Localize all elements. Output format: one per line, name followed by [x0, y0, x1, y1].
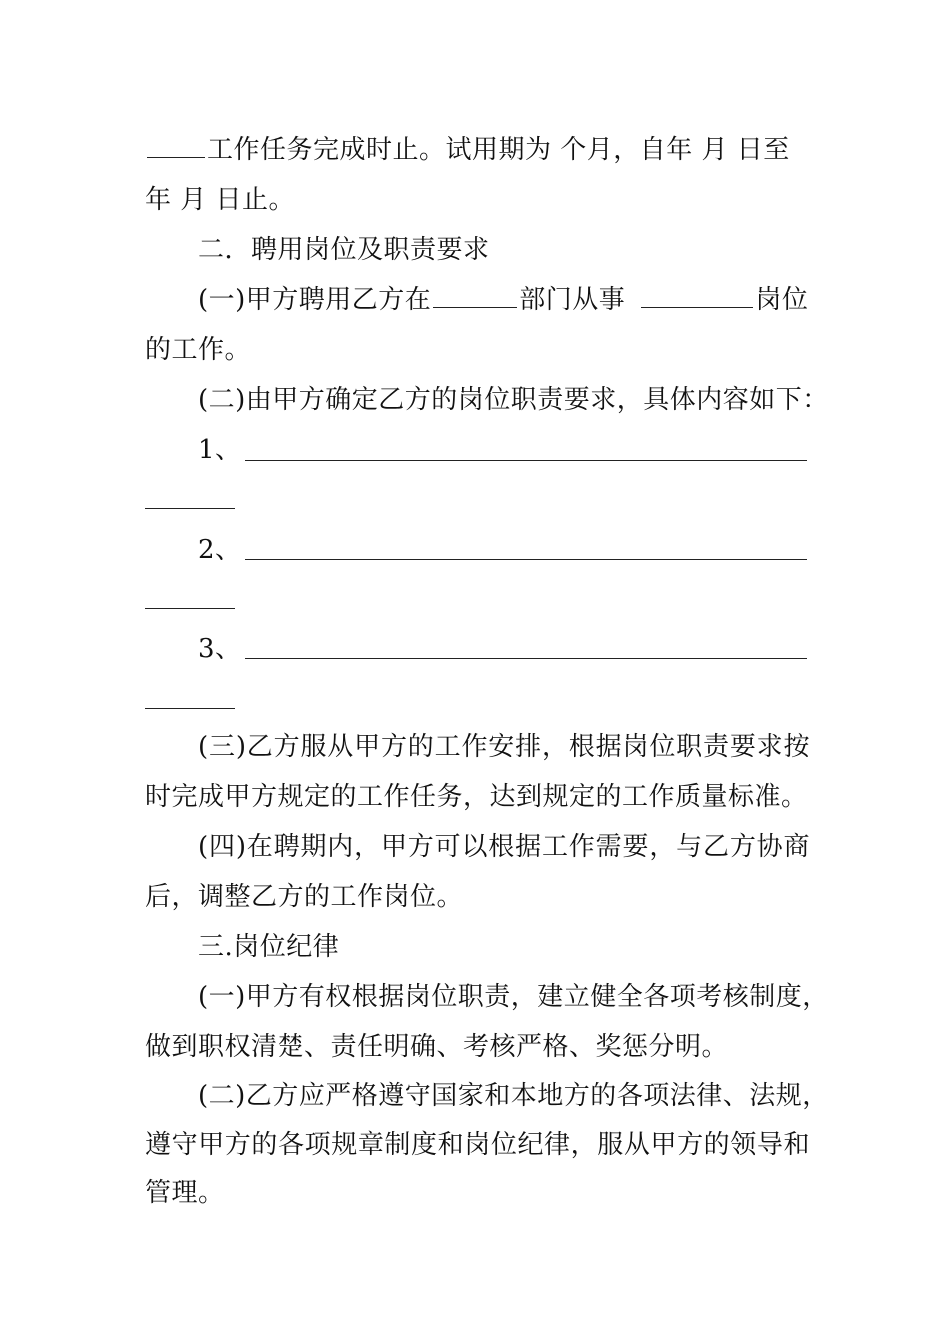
fill-blank	[433, 277, 517, 308]
paragraph-line: 管理。	[145, 1178, 225, 1208]
fill-line	[145, 508, 235, 509]
paragraph-line: (四)在聘期内，甲方可以根据工作需要，与乙方协商	[198, 832, 810, 862]
duty-item-3	[198, 624, 810, 674]
text-span: 工作任务完成时止。试用期为 个月，自年 月 日至	[207, 135, 790, 165]
text-span: 部门从事	[519, 285, 626, 315]
fill-line	[245, 658, 807, 659]
duty-item-1	[198, 425, 810, 475]
paragraph-line: 的工作。	[145, 335, 252, 365]
text-span: 岗位	[755, 285, 809, 315]
duty-number: 1、	[198, 435, 242, 465]
duty-number: 3、	[198, 634, 242, 664]
fill-line	[145, 708, 235, 709]
duty-number: 2、	[198, 535, 242, 565]
text-span: 年 月 日止。	[145, 185, 296, 215]
text-span: (一)甲方聘用乙方在	[198, 285, 432, 315]
paragraph-line: 遵守甲方的各项规章制度和岗位纪律，服从甲方的领导和	[145, 1130, 810, 1160]
paragraph-line: (二)乙方应严格遵守国家和本地方的各项法律、法规，	[198, 1081, 829, 1111]
duty-item-2	[198, 525, 810, 575]
paragraph-line: 时完成甲方规定的工作任务，达到规定的工作质量标准。	[145, 782, 808, 812]
fill-line	[245, 460, 807, 461]
paragraph-line: (三)乙方服从甲方的工作安排，根据岗位职责要求按	[198, 732, 810, 762]
paragraph-line: 做到职权清楚、责任明确、考核严格、奖惩分明。	[145, 1032, 729, 1062]
section-heading: 三.岗位纪律	[198, 932, 340, 962]
paragraph-line: (二)由甲方确定乙方的岗位职责要求，具体内容如下：	[198, 385, 829, 415]
fill-line	[145, 608, 235, 609]
paragraph-line	[145, 125, 810, 175]
section-heading: 二．聘用岗位及职责要求	[198, 235, 490, 265]
paragraph-line: 后，调整乙方的工作岗位。	[145, 882, 464, 912]
paragraph-line: (一)甲方有权根据岗位职责，建立健全各项考核制度，	[198, 982, 829, 1012]
fill-blank	[147, 127, 205, 158]
fill-blank	[641, 277, 753, 308]
paragraph-line	[198, 275, 810, 325]
fill-line	[245, 559, 807, 560]
paragraph-line	[145, 175, 810, 225]
